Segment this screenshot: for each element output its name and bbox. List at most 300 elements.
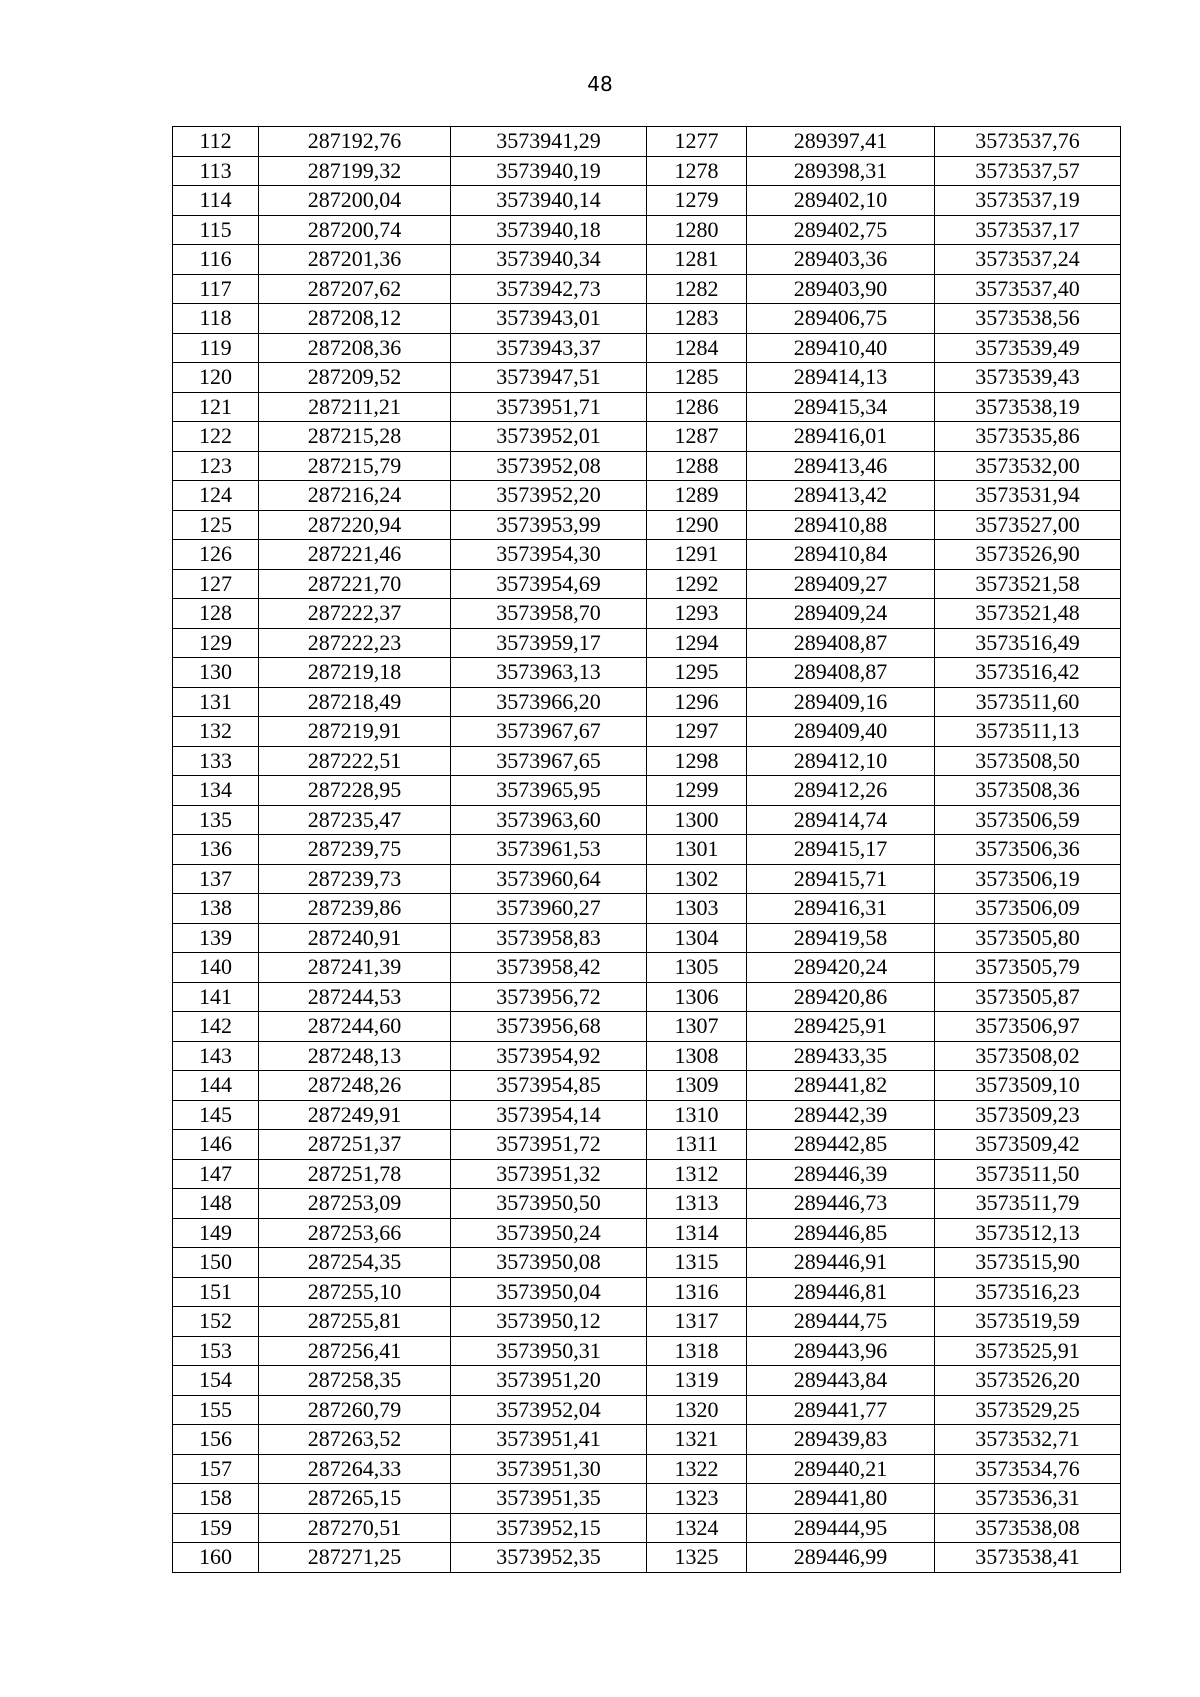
- table-row: [173, 746, 1121, 776]
- x-coordinate-left-cell: 287253,66: [259, 1218, 451, 1248]
- point-number-left-cell: 154: [173, 1366, 259, 1396]
- x-coordinate-left-cell: 287263,52: [259, 1425, 451, 1455]
- x-coordinate-right-cell: 289397,41: [747, 127, 935, 157]
- x-coordinate-right-cell: 289415,34: [747, 392, 935, 422]
- x-coordinate-right-cell: 289442,39: [747, 1100, 935, 1130]
- x-coordinate-right-cell: 289415,17: [747, 835, 935, 865]
- y-coordinate-right-cell: 3573506,19: [935, 864, 1121, 894]
- x-coordinate-right-cell: 289443,96: [747, 1336, 935, 1366]
- y-coordinate-right-cell: 3573509,10: [935, 1071, 1121, 1101]
- x-coordinate-right-cell: 289415,71: [747, 864, 935, 894]
- point-number-right-cell: 1288: [647, 451, 747, 481]
- point-number-right-cell: 1322: [647, 1454, 747, 1484]
- y-coordinate-left-cell: 3573951,20: [451, 1366, 647, 1396]
- point-number-left-cell: 122: [173, 422, 259, 452]
- y-coordinate-right-cell: 3573508,36: [935, 776, 1121, 806]
- y-coordinate-right-cell: 3573521,58: [935, 569, 1121, 599]
- y-coordinate-right-cell: 3573527,00: [935, 510, 1121, 540]
- point-number-right-cell: 1317: [647, 1307, 747, 1337]
- y-coordinate-right-cell: 3573516,42: [935, 658, 1121, 688]
- point-number-right-cell: 1284: [647, 333, 747, 363]
- x-coordinate-left-cell: 287219,91: [259, 717, 451, 747]
- point-number-right-cell: 1306: [647, 982, 747, 1012]
- point-number-left-cell: 119: [173, 333, 259, 363]
- table-row: [173, 333, 1121, 363]
- y-coordinate-right-cell: 3573538,41: [935, 1543, 1121, 1573]
- table-row: [173, 953, 1121, 983]
- y-coordinate-right-cell: 3573526,90: [935, 540, 1121, 570]
- point-number-right-cell: 1292: [647, 569, 747, 599]
- point-number-left-cell: 158: [173, 1484, 259, 1514]
- table-row: [173, 245, 1121, 275]
- y-coordinate-left-cell: 3573961,53: [451, 835, 647, 865]
- x-coordinate-right-cell: 289420,24: [747, 953, 935, 983]
- y-coordinate-right-cell: 3573538,19: [935, 392, 1121, 422]
- x-coordinate-left-cell: 287264,33: [259, 1454, 451, 1484]
- y-coordinate-right-cell: 3573516,49: [935, 628, 1121, 658]
- point-number-right-cell: 1297: [647, 717, 747, 747]
- point-number-left-cell: 155: [173, 1395, 259, 1425]
- y-coordinate-right-cell: 3573534,76: [935, 1454, 1121, 1484]
- point-number-right-cell: 1310: [647, 1100, 747, 1130]
- x-coordinate-left-cell: 287251,37: [259, 1130, 451, 1160]
- y-coordinate-right-cell: 3573505,87: [935, 982, 1121, 1012]
- x-coordinate-left-cell: 287216,24: [259, 481, 451, 511]
- y-coordinate-right-cell: 3573535,86: [935, 422, 1121, 452]
- table-row: [173, 1513, 1121, 1543]
- point-number-left-cell: 145: [173, 1100, 259, 1130]
- x-coordinate-left-cell: 287248,13: [259, 1041, 451, 1071]
- table-row: [173, 923, 1121, 953]
- y-coordinate-right-cell: 3573511,13: [935, 717, 1121, 747]
- x-coordinate-left-cell: 287248,26: [259, 1071, 451, 1101]
- coordinates-table: [172, 126, 1121, 1573]
- table-row: [173, 127, 1121, 157]
- table-row: [173, 687, 1121, 717]
- y-coordinate-left-cell: 3573951,71: [451, 392, 647, 422]
- y-coordinate-left-cell: 3573952,15: [451, 1513, 647, 1543]
- table-row: [173, 215, 1121, 245]
- point-number-left-cell: 131: [173, 687, 259, 717]
- point-number-right-cell: 1282: [647, 274, 747, 304]
- y-coordinate-right-cell: 3573516,23: [935, 1277, 1121, 1307]
- x-coordinate-right-cell: 289409,16: [747, 687, 935, 717]
- table-row: [173, 1454, 1121, 1484]
- point-number-left-cell: 157: [173, 1454, 259, 1484]
- x-coordinate-right-cell: 289402,75: [747, 215, 935, 245]
- x-coordinate-left-cell: 287235,47: [259, 805, 451, 835]
- point-number-right-cell: 1309: [647, 1071, 747, 1101]
- point-number-left-cell: 120: [173, 363, 259, 393]
- point-number-right-cell: 1324: [647, 1513, 747, 1543]
- point-number-left-cell: 121: [173, 392, 259, 422]
- table-row: [173, 1189, 1121, 1219]
- x-coordinate-right-cell: 289414,13: [747, 363, 935, 393]
- x-coordinate-right-cell: 289409,24: [747, 599, 935, 629]
- y-coordinate-right-cell: 3573511,79: [935, 1189, 1121, 1219]
- x-coordinate-left-cell: 287222,51: [259, 746, 451, 776]
- point-number-right-cell: 1323: [647, 1484, 747, 1514]
- point-number-right-cell: 1319: [647, 1366, 747, 1396]
- point-number-right-cell: 1303: [647, 894, 747, 924]
- x-coordinate-right-cell: 289446,99: [747, 1543, 935, 1573]
- x-coordinate-left-cell: 287208,36: [259, 333, 451, 363]
- point-number-right-cell: 1304: [647, 923, 747, 953]
- y-coordinate-right-cell: 3573506,97: [935, 1012, 1121, 1042]
- table-row: [173, 1307, 1121, 1337]
- y-coordinate-left-cell: 3573941,29: [451, 127, 647, 157]
- y-coordinate-left-cell: 3573951,72: [451, 1130, 647, 1160]
- x-coordinate-right-cell: 289412,26: [747, 776, 935, 806]
- y-coordinate-left-cell: 3573960,27: [451, 894, 647, 924]
- x-coordinate-left-cell: 287251,78: [259, 1159, 451, 1189]
- x-coordinate-left-cell: 287228,95: [259, 776, 451, 806]
- y-coordinate-left-cell: 3573950,24: [451, 1218, 647, 1248]
- table-row: [173, 304, 1121, 334]
- point-number-left-cell: 150: [173, 1248, 259, 1278]
- y-coordinate-right-cell: 3573537,17: [935, 215, 1121, 245]
- x-coordinate-right-cell: 289410,84: [747, 540, 935, 570]
- x-coordinate-left-cell: 287220,94: [259, 510, 451, 540]
- x-coordinate-right-cell: 289443,84: [747, 1366, 935, 1396]
- x-coordinate-left-cell: 287199,32: [259, 156, 451, 186]
- y-coordinate-right-cell: 3573531,94: [935, 481, 1121, 511]
- table-row: [173, 1159, 1121, 1189]
- table-row: [173, 776, 1121, 806]
- point-number-left-cell: 130: [173, 658, 259, 688]
- y-coordinate-right-cell: 3573537,24: [935, 245, 1121, 275]
- x-coordinate-right-cell: 289433,35: [747, 1041, 935, 1071]
- x-coordinate-right-cell: 289410,88: [747, 510, 935, 540]
- point-number-right-cell: 1318: [647, 1336, 747, 1366]
- table-row: [173, 1041, 1121, 1071]
- point-number-left-cell: 126: [173, 540, 259, 570]
- x-coordinate-left-cell: 287255,10: [259, 1277, 451, 1307]
- table-row: [173, 717, 1121, 747]
- point-number-left-cell: 112: [173, 127, 259, 157]
- point-number-right-cell: 1291: [647, 540, 747, 570]
- y-coordinate-right-cell: 3573519,59: [935, 1307, 1121, 1337]
- x-coordinate-right-cell: 289420,86: [747, 982, 935, 1012]
- table-row: [173, 1248, 1121, 1278]
- y-coordinate-left-cell: 3573954,92: [451, 1041, 647, 1071]
- point-number-left-cell: 147: [173, 1159, 259, 1189]
- x-coordinate-right-cell: 289440,21: [747, 1454, 935, 1484]
- x-coordinate-right-cell: 289398,31: [747, 156, 935, 186]
- table-row: [173, 1395, 1121, 1425]
- x-coordinate-left-cell: 287256,41: [259, 1336, 451, 1366]
- point-number-right-cell: 1302: [647, 864, 747, 894]
- x-coordinate-left-cell: 287215,28: [259, 422, 451, 452]
- y-coordinate-right-cell: 3573521,48: [935, 599, 1121, 629]
- point-number-left-cell: 149: [173, 1218, 259, 1248]
- y-coordinate-right-cell: 3573539,49: [935, 333, 1121, 363]
- point-number-right-cell: 1290: [647, 510, 747, 540]
- x-coordinate-right-cell: 289444,95: [747, 1513, 935, 1543]
- coordinates-table-body: [173, 127, 1121, 1573]
- x-coordinate-right-cell: 289442,85: [747, 1130, 935, 1160]
- y-coordinate-left-cell: 3573966,20: [451, 687, 647, 717]
- x-coordinate-left-cell: 287270,51: [259, 1513, 451, 1543]
- y-coordinate-left-cell: 3573954,14: [451, 1100, 647, 1130]
- x-coordinate-right-cell: 289441,80: [747, 1484, 935, 1514]
- y-coordinate-left-cell: 3573958,83: [451, 923, 647, 953]
- point-number-right-cell: 1315: [647, 1248, 747, 1278]
- point-number-right-cell: 1280: [647, 215, 747, 245]
- point-number-left-cell: 159: [173, 1513, 259, 1543]
- x-coordinate-left-cell: 287200,74: [259, 215, 451, 245]
- point-number-left-cell: 116: [173, 245, 259, 275]
- point-number-left-cell: 117: [173, 274, 259, 304]
- point-number-left-cell: 153: [173, 1336, 259, 1366]
- table-row: [173, 835, 1121, 865]
- table-row: [173, 422, 1121, 452]
- point-number-left-cell: 115: [173, 215, 259, 245]
- point-number-right-cell: 1325: [647, 1543, 747, 1573]
- x-coordinate-right-cell: 289441,82: [747, 1071, 935, 1101]
- x-coordinate-right-cell: 289403,36: [747, 245, 935, 275]
- x-coordinate-left-cell: 287222,23: [259, 628, 451, 658]
- x-coordinate-left-cell: 287222,37: [259, 599, 451, 629]
- y-coordinate-left-cell: 3573956,68: [451, 1012, 647, 1042]
- point-number-left-cell: 127: [173, 569, 259, 599]
- point-number-left-cell: 128: [173, 599, 259, 629]
- x-coordinate-left-cell: 287253,09: [259, 1189, 451, 1219]
- y-coordinate-right-cell: 3573538,08: [935, 1513, 1121, 1543]
- point-number-right-cell: 1278: [647, 156, 747, 186]
- y-coordinate-left-cell: 3573952,35: [451, 1543, 647, 1573]
- x-coordinate-left-cell: 287249,91: [259, 1100, 451, 1130]
- y-coordinate-right-cell: 3573529,25: [935, 1395, 1121, 1425]
- y-coordinate-left-cell: 3573950,08: [451, 1248, 647, 1278]
- y-coordinate-left-cell: 3573953,99: [451, 510, 647, 540]
- point-number-left-cell: 136: [173, 835, 259, 865]
- y-coordinate-right-cell: 3573509,42: [935, 1130, 1121, 1160]
- x-coordinate-left-cell: 287239,75: [259, 835, 451, 865]
- table-row: [173, 156, 1121, 186]
- x-coordinate-left-cell: 287260,79: [259, 1395, 451, 1425]
- table-row: [173, 569, 1121, 599]
- y-coordinate-left-cell: 3573952,20: [451, 481, 647, 511]
- point-number-right-cell: 1298: [647, 746, 747, 776]
- y-coordinate-left-cell: 3573952,01: [451, 422, 647, 452]
- point-number-right-cell: 1314: [647, 1218, 747, 1248]
- point-number-left-cell: 123: [173, 451, 259, 481]
- x-coordinate-right-cell: 289444,75: [747, 1307, 935, 1337]
- point-number-left-cell: 125: [173, 510, 259, 540]
- x-coordinate-right-cell: 289413,42: [747, 481, 935, 511]
- x-coordinate-right-cell: 289408,87: [747, 658, 935, 688]
- x-coordinate-left-cell: 287240,91: [259, 923, 451, 953]
- x-coordinate-left-cell: 287207,62: [259, 274, 451, 304]
- x-coordinate-right-cell: 289408,87: [747, 628, 935, 658]
- point-number-right-cell: 1283: [647, 304, 747, 334]
- y-coordinate-left-cell: 3573960,64: [451, 864, 647, 894]
- table-row: [173, 540, 1121, 570]
- x-coordinate-right-cell: 289416,31: [747, 894, 935, 924]
- point-number-left-cell: 143: [173, 1041, 259, 1071]
- point-number-right-cell: 1300: [647, 805, 747, 835]
- y-coordinate-left-cell: 3573967,67: [451, 717, 647, 747]
- x-coordinate-right-cell: 289409,40: [747, 717, 935, 747]
- x-coordinate-left-cell: 287241,39: [259, 953, 451, 983]
- x-coordinate-left-cell: 287208,12: [259, 304, 451, 334]
- y-coordinate-left-cell: 3573942,73: [451, 274, 647, 304]
- table-row: [173, 363, 1121, 393]
- y-coordinate-left-cell: 3573967,65: [451, 746, 647, 776]
- y-coordinate-left-cell: 3573954,30: [451, 540, 647, 570]
- y-coordinate-left-cell: 3573943,37: [451, 333, 647, 363]
- point-number-right-cell: 1294: [647, 628, 747, 658]
- table-row: [173, 1218, 1121, 1248]
- x-coordinate-left-cell: 287244,60: [259, 1012, 451, 1042]
- point-number-right-cell: 1313: [647, 1189, 747, 1219]
- table-row: [173, 1130, 1121, 1160]
- y-coordinate-left-cell: 3573950,04: [451, 1277, 647, 1307]
- table-row: [173, 510, 1121, 540]
- y-coordinate-right-cell: 3573537,57: [935, 156, 1121, 186]
- table-row: [173, 599, 1121, 629]
- y-coordinate-right-cell: 3573537,19: [935, 186, 1121, 216]
- y-coordinate-right-cell: 3573512,13: [935, 1218, 1121, 1248]
- x-coordinate-left-cell: 287254,35: [259, 1248, 451, 1278]
- y-coordinate-right-cell: 3573532,00: [935, 451, 1121, 481]
- point-number-right-cell: 1281: [647, 245, 747, 275]
- x-coordinate-left-cell: 287239,73: [259, 864, 451, 894]
- x-coordinate-left-cell: 287215,79: [259, 451, 451, 481]
- x-coordinate-left-cell: 287239,86: [259, 894, 451, 924]
- x-coordinate-right-cell: 289446,85: [747, 1218, 935, 1248]
- x-coordinate-right-cell: 289446,81: [747, 1277, 935, 1307]
- y-coordinate-right-cell: 3573526,20: [935, 1366, 1121, 1396]
- x-coordinate-left-cell: 287209,52: [259, 363, 451, 393]
- y-coordinate-right-cell: 3573506,36: [935, 835, 1121, 865]
- y-coordinate-left-cell: 3573959,17: [451, 628, 647, 658]
- point-number-right-cell: 1299: [647, 776, 747, 806]
- x-coordinate-left-cell: 287218,49: [259, 687, 451, 717]
- y-coordinate-right-cell: 3573536,31: [935, 1484, 1121, 1514]
- point-number-left-cell: 151: [173, 1277, 259, 1307]
- point-number-right-cell: 1285: [647, 363, 747, 393]
- x-coordinate-left-cell: 287201,36: [259, 245, 451, 275]
- x-coordinate-right-cell: 289439,83: [747, 1425, 935, 1455]
- y-coordinate-left-cell: 3573951,30: [451, 1454, 647, 1484]
- point-number-right-cell: 1308: [647, 1041, 747, 1071]
- y-coordinate-left-cell: 3573951,35: [451, 1484, 647, 1514]
- y-coordinate-right-cell: 3573515,90: [935, 1248, 1121, 1278]
- point-number-right-cell: 1305: [647, 953, 747, 983]
- point-number-left-cell: 156: [173, 1425, 259, 1455]
- y-coordinate-right-cell: 3573525,91: [935, 1336, 1121, 1366]
- table-row: [173, 805, 1121, 835]
- x-coordinate-right-cell: 289441,77: [747, 1395, 935, 1425]
- x-coordinate-right-cell: 289413,46: [747, 451, 935, 481]
- point-number-left-cell: 144: [173, 1071, 259, 1101]
- point-number-left-cell: 133: [173, 746, 259, 776]
- y-coordinate-left-cell: 3573940,19: [451, 156, 647, 186]
- point-number-left-cell: 132: [173, 717, 259, 747]
- y-coordinate-right-cell: 3573538,56: [935, 304, 1121, 334]
- table-row: [173, 658, 1121, 688]
- table-row: [173, 982, 1121, 1012]
- point-number-right-cell: 1312: [647, 1159, 747, 1189]
- point-number-left-cell: 152: [173, 1307, 259, 1337]
- table-row: [173, 451, 1121, 481]
- point-number-left-cell: 129: [173, 628, 259, 658]
- y-coordinate-left-cell: 3573952,04: [451, 1395, 647, 1425]
- table-row: [173, 392, 1121, 422]
- point-number-right-cell: 1293: [647, 599, 747, 629]
- table-row: [173, 1366, 1121, 1396]
- page-number: 48: [587, 72, 613, 96]
- table-row: [173, 274, 1121, 304]
- point-number-right-cell: 1277: [647, 127, 747, 157]
- y-coordinate-right-cell: 3573506,59: [935, 805, 1121, 835]
- y-coordinate-left-cell: 3573951,32: [451, 1159, 647, 1189]
- x-coordinate-right-cell: 289446,73: [747, 1189, 935, 1219]
- point-number-right-cell: 1296: [647, 687, 747, 717]
- x-coordinate-right-cell: 289410,40: [747, 333, 935, 363]
- table-row: [173, 864, 1121, 894]
- x-coordinate-right-cell: 289446,91: [747, 1248, 935, 1278]
- y-coordinate-left-cell: 3573940,18: [451, 215, 647, 245]
- point-number-left-cell: 146: [173, 1130, 259, 1160]
- x-coordinate-right-cell: 289409,27: [747, 569, 935, 599]
- point-number-right-cell: 1301: [647, 835, 747, 865]
- point-number-left-cell: 113: [173, 156, 259, 186]
- point-number-left-cell: 138: [173, 894, 259, 924]
- y-coordinate-left-cell: 3573963,60: [451, 805, 647, 835]
- point-number-left-cell: 118: [173, 304, 259, 334]
- x-coordinate-left-cell: 287265,15: [259, 1484, 451, 1514]
- table-row: [173, 1425, 1121, 1455]
- y-coordinate-right-cell: 3573511,60: [935, 687, 1121, 717]
- point-number-left-cell: 135: [173, 805, 259, 835]
- y-coordinate-right-cell: 3573537,76: [935, 127, 1121, 157]
- table-row: [173, 186, 1121, 216]
- y-coordinate-left-cell: 3573940,14: [451, 186, 647, 216]
- y-coordinate-left-cell: 3573963,13: [451, 658, 647, 688]
- point-number-right-cell: 1295: [647, 658, 747, 688]
- y-coordinate-right-cell: 3573506,09: [935, 894, 1121, 924]
- table-row: [173, 894, 1121, 924]
- x-coordinate-left-cell: 287192,76: [259, 127, 451, 157]
- y-coordinate-right-cell: 3573505,80: [935, 923, 1121, 953]
- y-coordinate-right-cell: 3573508,02: [935, 1041, 1121, 1071]
- point-number-left-cell: 139: [173, 923, 259, 953]
- table-row: [173, 1100, 1121, 1130]
- table-row: [173, 1336, 1121, 1366]
- point-number-left-cell: 124: [173, 481, 259, 511]
- x-coordinate-left-cell: 287200,04: [259, 186, 451, 216]
- x-coordinate-left-cell: 287271,25: [259, 1543, 451, 1573]
- y-coordinate-left-cell: 3573950,50: [451, 1189, 647, 1219]
- y-coordinate-right-cell: 3573511,50: [935, 1159, 1121, 1189]
- y-coordinate-left-cell: 3573952,08: [451, 451, 647, 481]
- point-number-right-cell: 1320: [647, 1395, 747, 1425]
- point-number-left-cell: 141: [173, 982, 259, 1012]
- table-row: [173, 1071, 1121, 1101]
- x-coordinate-right-cell: 289412,10: [747, 746, 935, 776]
- point-number-left-cell: 114: [173, 186, 259, 216]
- point-number-left-cell: 160: [173, 1543, 259, 1573]
- y-coordinate-left-cell: 3573947,51: [451, 363, 647, 393]
- x-coordinate-right-cell: 289419,58: [747, 923, 935, 953]
- y-coordinate-right-cell: 3573532,71: [935, 1425, 1121, 1455]
- point-number-right-cell: 1279: [647, 186, 747, 216]
- point-number-right-cell: 1286: [647, 392, 747, 422]
- y-coordinate-right-cell: 3573537,40: [935, 274, 1121, 304]
